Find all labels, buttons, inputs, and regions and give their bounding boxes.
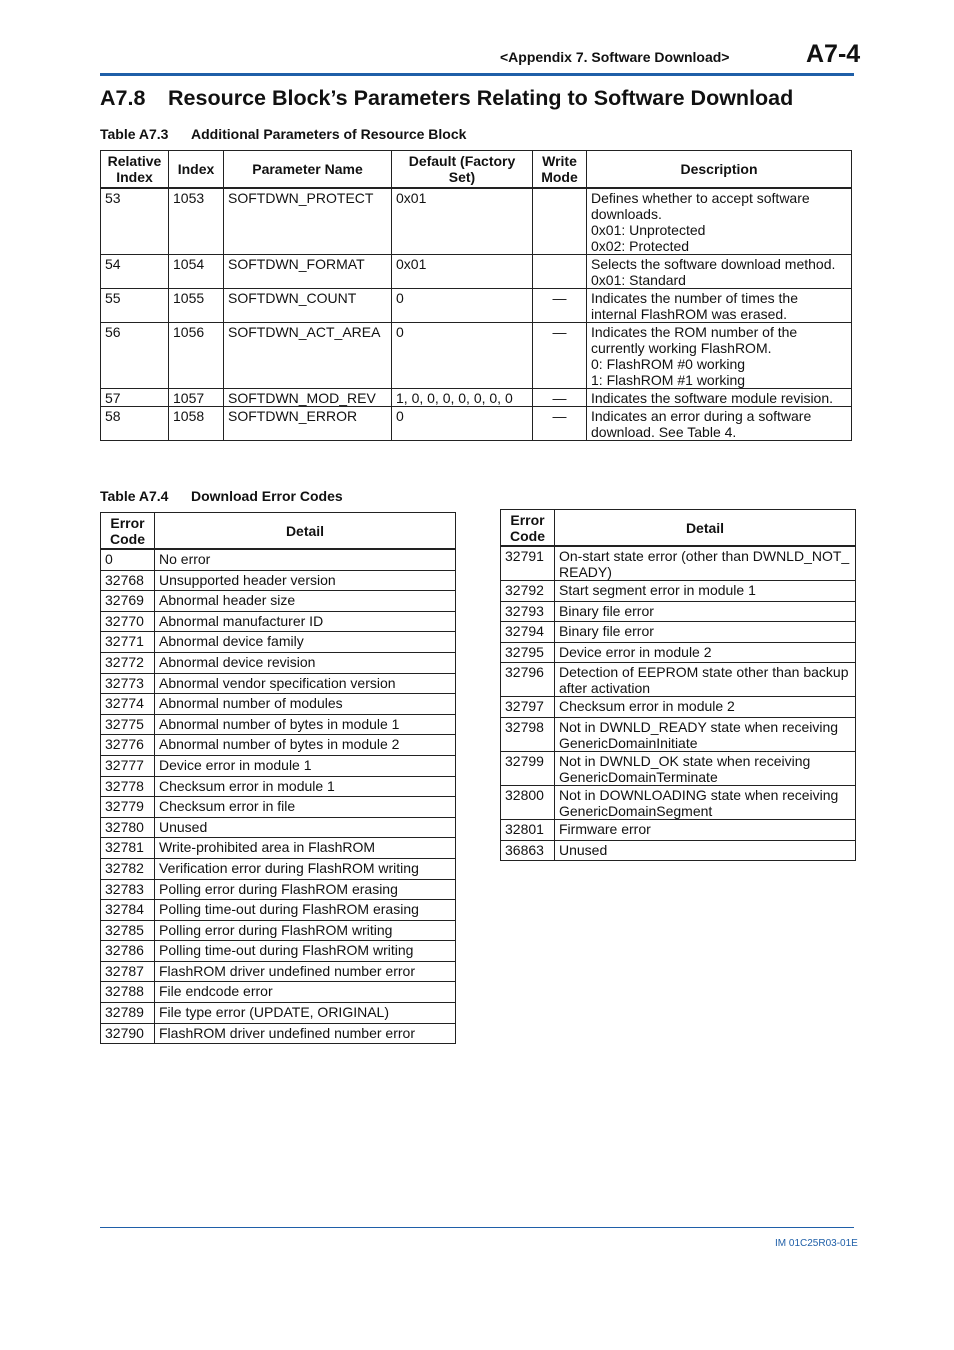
error-codes-table-left: [100, 512, 456, 1044]
table-cell: [533, 255, 587, 289]
table-cell: Polling time-out during FlashROM erasing: [155, 900, 456, 921]
table-cell: 32778: [101, 776, 155, 797]
table-row: [501, 819, 856, 840]
table-cell: 1053: [169, 188, 224, 255]
table-cell: 32787: [101, 961, 155, 982]
table-cell: —: [533, 323, 587, 389]
document-id: IM 01C25R03-01E: [775, 1238, 858, 1249]
table-row: [101, 735, 456, 756]
table-row: [101, 1003, 456, 1024]
table-cell: 32774: [101, 694, 155, 715]
table-a73-title: Additional Parameters of Resource Block: [191, 126, 467, 142]
table-cell: 32779: [101, 797, 155, 818]
table-cell: On-start state error (other than DWNLD_NOT_ READY): [555, 546, 856, 581]
table-cell: Abnormal device revision: [155, 652, 456, 673]
table-row: [101, 858, 456, 879]
table-cell: Detection of EEPROM state other than backup after activation: [555, 663, 856, 697]
table-cell: 32785: [101, 920, 155, 941]
table-cell: 1055: [169, 289, 224, 323]
table-cell: 54: [101, 255, 169, 289]
table-row: [501, 601, 856, 622]
table-cell: SOFTDWN_COUNT: [224, 289, 392, 323]
table-cell: SOFTDWN_MOD_REV: [224, 389, 392, 407]
footer-rule: [100, 1227, 854, 1228]
table-cell: 32800: [501, 785, 555, 819]
table-row: [101, 611, 456, 632]
table-cell: 32798: [501, 717, 555, 751]
table-row: [101, 323, 852, 389]
table-cell: 32794: [501, 622, 555, 643]
table-cell: Abnormal vendor specification version: [155, 673, 456, 694]
table-cell: 1054: [169, 255, 224, 289]
table-row: [101, 1023, 456, 1044]
column-header: Parameter Name: [224, 151, 392, 189]
table-row: [501, 642, 856, 663]
table-cell: File type error (UPDATE, ORIGINAL): [155, 1003, 456, 1024]
table-cell: Device error in module 1: [155, 755, 456, 776]
table-row: [501, 785, 856, 819]
table-cell: 32781: [101, 838, 155, 859]
table-cell: Indicates the number of times the internal FlashROM was erased.: [587, 289, 852, 323]
table-cell: 36863: [501, 840, 555, 861]
table-cell: 32773: [101, 673, 155, 694]
table-cell: 0: [101, 549, 155, 570]
table-row: [101, 838, 456, 859]
table-row: [101, 879, 456, 900]
table-cell: Firmware error: [555, 819, 856, 840]
table-a73-label: Table A7.3: [100, 126, 169, 142]
table-cell: Abnormal device family: [155, 632, 456, 653]
table-row: [501, 546, 856, 581]
table-cell: Not in DOWNLOADING state when receiving GenericDomainSegment: [555, 785, 856, 819]
section-title: Resource Block’s Parameters Relating to Software Download: [168, 86, 794, 110]
table-row: [101, 673, 456, 694]
table-cell: 32770: [101, 611, 155, 632]
table-cell: 32780: [101, 817, 155, 838]
table-cell: Unsupported header version: [155, 570, 456, 591]
table-header-row: [101, 513, 456, 550]
table-row: [101, 570, 456, 591]
table-cell: 32801: [501, 819, 555, 840]
column-header: Default (Factory Set): [392, 151, 533, 189]
table-a74-title: Download Error Codes: [191, 488, 343, 504]
table-row: [101, 694, 456, 715]
table-row: [101, 776, 456, 797]
column-header: Error Code: [501, 510, 555, 547]
table-cell: Unused: [555, 840, 856, 861]
table-row: [101, 188, 852, 255]
table-cell: 32790: [101, 1023, 155, 1044]
column-header: Description: [587, 151, 852, 189]
table-cell: 32791: [501, 546, 555, 581]
table-cell: 57: [101, 389, 169, 407]
header-rule: [100, 73, 854, 76]
table-row: [101, 632, 456, 653]
table-cell: 0: [392, 323, 533, 389]
table-cell: 32795: [501, 642, 555, 663]
table-cell: 32793: [501, 601, 555, 622]
page-number: A7-4: [806, 40, 861, 68]
table-row: [101, 817, 456, 838]
table-row: [101, 289, 852, 323]
table-cell: 32782: [101, 858, 155, 879]
table-cell: 32788: [101, 982, 155, 1003]
table-row: [501, 751, 856, 785]
table-row: [101, 797, 456, 818]
table-cell: 32792: [501, 581, 555, 602]
table-cell: 32772: [101, 652, 155, 673]
column-header: Relative Index: [101, 151, 169, 189]
table-cell: 32771: [101, 632, 155, 653]
table-row: [101, 407, 852, 441]
section-number: A7.8: [100, 86, 146, 110]
table-cell: —: [533, 389, 587, 407]
table-cell: Abnormal header size: [155, 591, 456, 612]
table-cell: 0: [392, 407, 533, 441]
table-cell: 32769: [101, 591, 155, 612]
table-cell: —: [533, 407, 587, 441]
table-header-row: [101, 151, 852, 189]
table-cell: 32768: [101, 570, 155, 591]
table-row: [101, 900, 456, 921]
table-cell: SOFTDWN_ACT_AREA: [224, 323, 392, 389]
column-header: Write Mode: [533, 151, 587, 189]
table-row: [101, 255, 852, 289]
table-cell: SOFTDWN_ERROR: [224, 407, 392, 441]
table-cell: No error: [155, 549, 456, 570]
table-cell: Device error in module 2: [555, 642, 856, 663]
table-row: [101, 714, 456, 735]
table-cell: 32784: [101, 900, 155, 921]
table-cell: Not in DWNLD_OK state when receiving GenericDomainTerminate: [555, 751, 856, 785]
table-cell: 58: [101, 407, 169, 441]
table-cell: 32796: [501, 663, 555, 697]
table-cell: 0: [392, 289, 533, 323]
table-cell: Indicates an error during a software download. See Table 4.: [587, 407, 852, 441]
table-a73-caption: [100, 126, 466, 142]
column-header: Error Code: [101, 513, 155, 550]
table-cell: Unused: [155, 817, 456, 838]
table-row: [501, 663, 856, 697]
table-cell: Abnormal number of modules: [155, 694, 456, 715]
table-a74-label: Table A7.4: [100, 488, 169, 504]
table-cell: Abnormal manufacturer ID: [155, 611, 456, 632]
table-cell: [533, 188, 587, 255]
table-cell: 53: [101, 188, 169, 255]
table-row: [101, 652, 456, 673]
table-cell: 1057: [169, 389, 224, 407]
table-cell: Checksum error in module 2: [555, 697, 856, 718]
table-cell: FlashROM driver undefined number error: [155, 1023, 456, 1044]
table-cell: 32786: [101, 941, 155, 962]
table-cell: Abnormal number of bytes in module 1: [155, 714, 456, 735]
column-header: Detail: [155, 513, 456, 550]
table-cell: Selects the software download method. 0x01: Standard: [587, 255, 852, 289]
table-row: [101, 920, 456, 941]
table-cell: 56: [101, 323, 169, 389]
table-cell: 55: [101, 289, 169, 323]
table-cell: 32777: [101, 755, 155, 776]
table-header-row: [501, 510, 856, 547]
table-cell: 0x01: [392, 255, 533, 289]
table-cell: Defines whether to accept software downloads. 0x01: Unprotected 0x02: Protected: [587, 188, 852, 255]
table-row: [101, 549, 456, 570]
table-cell: Polling time-out during FlashROM writing: [155, 941, 456, 962]
table-cell: Checksum error in module 1: [155, 776, 456, 797]
table-row: [101, 591, 456, 612]
table-cell: 32775: [101, 714, 155, 735]
table-cell: FlashROM driver undefined number error: [155, 961, 456, 982]
table-cell: Write-prohibited area in FlashROM: [155, 838, 456, 859]
table-row: [101, 941, 456, 962]
table-cell: 32783: [101, 879, 155, 900]
table-row: [501, 840, 856, 861]
table-cell: 32789: [101, 1003, 155, 1024]
table-row: [101, 389, 852, 407]
table-cell: Verification error during FlashROM writing: [155, 858, 456, 879]
table-cell: Checksum error in file: [155, 797, 456, 818]
table-cell: Polling error during FlashROM erasing: [155, 879, 456, 900]
table-row: [501, 717, 856, 751]
table-cell: Not in DWNLD_READY state when receiving GenericDomainInitiate: [555, 717, 856, 751]
table-cell: 1058: [169, 407, 224, 441]
table-cell: 32776: [101, 735, 155, 756]
table-row: [101, 755, 456, 776]
table-cell: SOFTDWN_FORMAT: [224, 255, 392, 289]
table-cell: SOFTDWN_PROTECT: [224, 188, 392, 255]
table-cell: Polling error during FlashROM writing: [155, 920, 456, 941]
table-row: [501, 697, 856, 718]
column-header: Index: [169, 151, 224, 189]
table-cell: 32799: [501, 751, 555, 785]
table-cell: Indicates the software module revision.: [587, 389, 852, 407]
table-row: [101, 982, 456, 1003]
table-cell: Binary file error: [555, 622, 856, 643]
running-header: <Appendix 7. Software Download>: [500, 49, 730, 65]
table-cell: 32797: [501, 697, 555, 718]
table-cell: —: [533, 289, 587, 323]
table-cell: 1056: [169, 323, 224, 389]
error-codes-table-right: [500, 509, 856, 861]
resource-block-parameters-table: [100, 150, 852, 441]
table-cell: Start segment error in module 1: [555, 581, 856, 602]
table-cell: Indicates the ROM number of the currently working FlashROM. 0: FlashROM #0 working 1: FlashROM #1 working: [587, 323, 852, 389]
column-header: Detail: [555, 510, 856, 547]
table-cell: Binary file error: [555, 601, 856, 622]
table-row: [101, 961, 456, 982]
table-cell: File endcode error: [155, 982, 456, 1003]
section-heading: [100, 86, 793, 111]
table-a74-caption: [100, 488, 343, 504]
table-row: [501, 622, 856, 643]
table-cell: 0x01: [392, 188, 533, 255]
table-row: [501, 581, 856, 602]
table-cell: 1, 0, 0, 0, 0, 0, 0, 0: [392, 389, 533, 407]
table-cell: Abnormal number of bytes in module 2: [155, 735, 456, 756]
